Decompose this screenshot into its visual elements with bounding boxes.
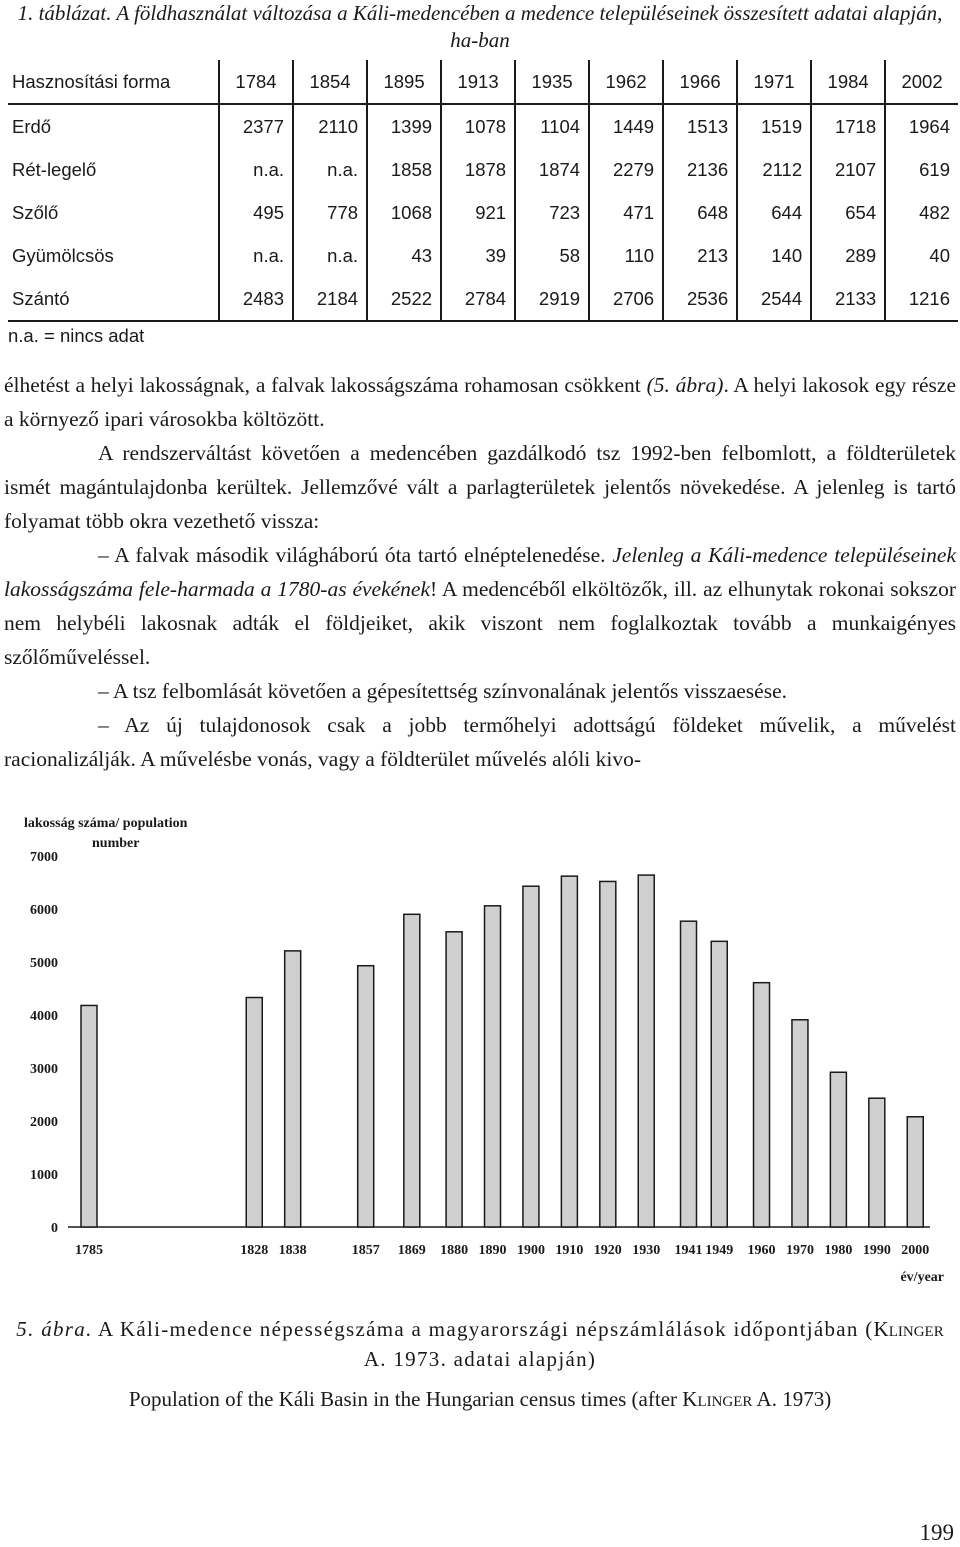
- table-row: [8, 104, 958, 148]
- bar: [81, 1005, 97, 1227]
- table-row-label: Erdő: [12, 115, 52, 137]
- table-cell: 1104: [515, 104, 589, 148]
- paragraph-2: A rendszerváltást követően a medencében gazdálkodó tsz 1992-ben felbomlott, a földterületek ismét magántulajdonba kerültek. Jellemzővé vált a parlagterületek jelentős növekedése. A jelenleg is tartó folyamat több okra vezethető vissza:: [4, 441, 956, 533]
- bar: [404, 914, 420, 1227]
- table-cell: 619: [885, 148, 958, 191]
- x-tick-label: 1960: [747, 1243, 776, 1258]
- table-cell: 2107: [811, 148, 885, 191]
- table-header-year: 1935: [515, 60, 589, 104]
- x-tick-label: 1857: [351, 1243, 380, 1258]
- page-number: 199: [919, 1520, 954, 1545]
- x-tick-label: 1941: [674, 1243, 703, 1258]
- x-tick-label: 1785: [75, 1243, 103, 1258]
- table-row-label: Szántó: [8, 277, 219, 321]
- paragraph-5: – Az új tulajdonosok csak a jobb termőhelyi adottságú földeket művelik, a művelést racionalizálják. A művelésbe vonás, vagy a földterület művelés alóli kivo-: [4, 713, 956, 771]
- table-cell: 2110: [293, 104, 367, 148]
- bar: [792, 1020, 808, 1227]
- table-note: n.a. = nincs adat: [8, 325, 145, 346]
- table-cell: n.a.: [219, 148, 293, 191]
- table-cell: 2112: [737, 148, 811, 191]
- table-cell: 2377: [219, 104, 293, 148]
- figure-caption-hu: 5. ábra. A Káli-medence népességszáma a magyarországi népszámlálások időpontjában (Klinger A. 1973. adatai alapján): [16, 1317, 944, 1371]
- table-cell: 2136: [663, 148, 737, 191]
- table-cell: 2483: [219, 277, 293, 321]
- y-tick-label: 4000: [30, 1009, 58, 1024]
- x-tick-label: 1900: [516, 1243, 545, 1258]
- x-tick-label: 1990: [862, 1243, 891, 1258]
- bar: [358, 966, 374, 1227]
- y-tick-label: 5000: [30, 956, 58, 971]
- x-tick-label: 1930: [632, 1243, 661, 1258]
- table-row: [8, 277, 958, 321]
- y-axis-title-line1: lakosság száma/ population: [24, 816, 188, 831]
- table-cell: 644: [737, 191, 811, 234]
- bar: [711, 941, 727, 1227]
- table-header-year: 1971: [737, 60, 811, 104]
- table-cell: n.a.: [293, 234, 367, 277]
- y-tick-label: 1000: [30, 1168, 58, 1183]
- table-cell: 648: [663, 191, 737, 234]
- table-cell: 495: [219, 191, 293, 234]
- body-text: [4, 368, 956, 776]
- table-cell: 471: [589, 191, 663, 234]
- table-header-year: 1966: [663, 60, 737, 104]
- table-row: [8, 191, 958, 234]
- table-cell: 1878: [441, 148, 515, 191]
- x-tick-label: 1828: [240, 1243, 269, 1258]
- x-tick-label: 1920: [593, 1243, 622, 1258]
- x-tick-label: 1949: [705, 1243, 734, 1258]
- table-row: [8, 148, 958, 191]
- paragraph-3: – A falvak második világháború óta tartó elnéptelenedése. Jelenleg a Káli-medence településeinek lakosságszáma fele-harmada a 1780-as évekének! A medencéből elköltözők, ill. az elhunytak rokonai sokszor nem helybéli lakosnak adták el földjeiket, akik viszont nem foglalkoztak tovább a munkaigényes szőlőműveléssel.: [4, 543, 956, 669]
- table-header-year: 1854: [293, 60, 367, 104]
- paragraph-1: élhetést a helyi lakosságnak, a falvak lakosságszáma rohamosan csökkent (5. ábra). A helyi lakosok egy része a környező ipari városokba költözött.: [4, 373, 956, 431]
- table-cell: 1964: [885, 104, 958, 148]
- table-cell: 778: [293, 191, 367, 234]
- bar: [830, 1072, 846, 1227]
- table-cell: 2184: [293, 277, 367, 321]
- bar: [485, 906, 501, 1227]
- bar: [285, 951, 301, 1227]
- x-tick-label: 1970: [785, 1243, 814, 1258]
- table-cell: 1078: [441, 104, 515, 148]
- table-cell: 1874: [515, 148, 589, 191]
- y-tick-label: 6000: [30, 903, 58, 918]
- bar: [907, 1117, 923, 1227]
- table-cell: 2784: [441, 277, 515, 321]
- table-cell: 921: [441, 191, 515, 234]
- bar: [600, 881, 616, 1227]
- table-caption: [8, 0, 952, 54]
- table-cell: 1449: [589, 104, 663, 148]
- y-tick-label: 7000: [30, 850, 58, 865]
- land-use-table: [8, 60, 958, 322]
- y-axis-title-line2: number: [92, 836, 140, 851]
- table-cell: 1513: [663, 104, 737, 148]
- x-tick-label: 1880: [440, 1243, 469, 1258]
- table-caption-text: A földhasználat változása a Káli-medencében a medence településeinek összesített adatai alapján, ha-ban: [116, 1, 943, 52]
- table-cell: 110: [589, 234, 663, 277]
- x-tick-label: 2000: [901, 1243, 930, 1258]
- table-header-year: 1984: [811, 60, 885, 104]
- x-tick-label: 1869: [397, 1243, 426, 1258]
- bar: [754, 983, 770, 1227]
- table-cell: 1519: [737, 104, 811, 148]
- table-row: [8, 234, 958, 277]
- y-tick-label: 3000: [30, 1062, 58, 1077]
- table-cell: 39: [441, 234, 515, 277]
- table-row-label: Gyümölcsös: [12, 244, 114, 266]
- y-tick-label: 0: [51, 1221, 58, 1236]
- table-header-year: 2002: [885, 60, 958, 104]
- table-header-cell: Hasznosítási forma: [8, 60, 219, 104]
- bar: [523, 886, 539, 1227]
- table-header-year: 1962: [589, 60, 663, 104]
- table-cell: 1858: [367, 148, 441, 191]
- table-cell: 2919: [515, 277, 589, 321]
- bar: [446, 932, 462, 1227]
- bar: [869, 1098, 885, 1227]
- table-cell: 1399: [367, 104, 441, 148]
- bar: [246, 998, 262, 1227]
- table-row-label: Szőlő: [12, 201, 59, 223]
- table-cell: 2133: [811, 277, 885, 321]
- table-cell: n.a.: [219, 234, 293, 277]
- table-header-year: 1895: [367, 60, 441, 104]
- bar: [681, 921, 697, 1227]
- table-cell: 58: [515, 234, 589, 277]
- table-cell: 40: [885, 234, 958, 277]
- table-cell: n.a.: [293, 148, 367, 191]
- x-tick-label: 1838: [278, 1243, 307, 1258]
- table-cell: 140: [737, 234, 811, 277]
- paragraph-4: – A tsz felbomlását követően a gépesítettség színvonalának jelentős visszaesése.: [98, 679, 787, 703]
- table-cell: 723: [515, 191, 589, 234]
- table-header-year: 1784: [219, 60, 293, 104]
- table-cell: 2279: [589, 148, 663, 191]
- table-cell: 1068: [367, 191, 441, 234]
- table-cell: 482: [885, 191, 958, 234]
- table-cell: 43: [367, 234, 441, 277]
- table-row-label: Rét-legelő: [12, 158, 97, 180]
- table-cell: 2706: [589, 277, 663, 321]
- population-bar-chart: [0, 800, 960, 1300]
- y-tick-label: 2000: [30, 1115, 58, 1130]
- x-axis-title: év/year: [900, 1270, 944, 1285]
- table-header-row: [8, 60, 958, 104]
- table-caption-label: 1. táblázat.: [17, 1, 112, 25]
- table-cell: 1216: [885, 277, 958, 321]
- table-cell: 654: [811, 191, 885, 234]
- x-tick-label: 1890: [478, 1243, 507, 1258]
- table-cell: 2522: [367, 277, 441, 321]
- table-cell: 289: [811, 234, 885, 277]
- x-tick-label: 1910: [555, 1243, 584, 1258]
- bar: [638, 875, 654, 1227]
- figure-caption-en: Population of the Káli Basin in the Hungarian census times (after Klinger A. 1973): [128, 1387, 832, 1411]
- table-cell: 213: [663, 234, 737, 277]
- table-cell: 1718: [811, 104, 885, 148]
- x-tick-label: 1980: [824, 1243, 853, 1258]
- table-cell: 2544: [737, 277, 811, 321]
- table-header-year: 1913: [441, 60, 515, 104]
- table-cell: 2536: [663, 277, 737, 321]
- bar: [561, 876, 577, 1227]
